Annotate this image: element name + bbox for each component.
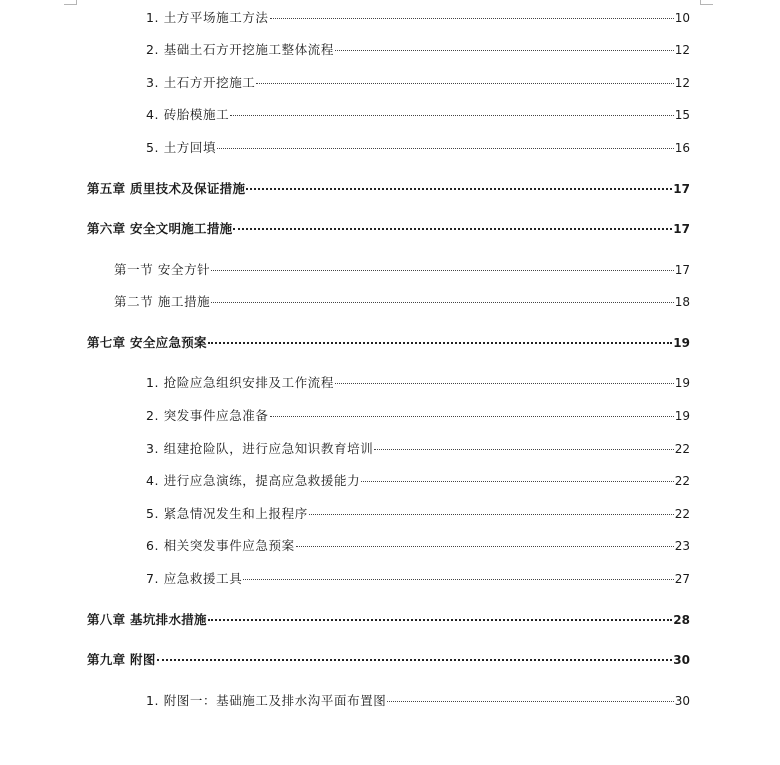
- toc-dot-leader: [217, 148, 674, 149]
- toc-dot-leader: [361, 481, 674, 482]
- toc-entry-page: 23: [674, 539, 690, 553]
- toc-entry-page: 22: [674, 507, 690, 521]
- toc-dot-leader: [233, 228, 672, 230]
- toc-dot-leader: [243, 579, 673, 580]
- toc-dot-leader: [335, 383, 674, 384]
- toc-dot-leader: [309, 514, 674, 515]
- toc-entry[interactable]: [146, 374, 690, 392]
- toc-dot-leader: [296, 546, 674, 547]
- toc-entry-page: 19: [673, 336, 690, 350]
- page-corner-mark-right: [700, 0, 713, 5]
- toc-entry-title: 第二节 施工措施: [114, 294, 211, 309]
- page-corner-mark-left: [64, 0, 77, 5]
- toc-dot-leader: [208, 619, 672, 621]
- toc-chapter-entry[interactable]: [87, 180, 690, 198]
- toc-dot-leader: [246, 188, 672, 190]
- toc-entry[interactable]: [146, 505, 690, 523]
- toc-entry[interactable]: [146, 570, 690, 588]
- toc-entry-page: 22: [674, 474, 690, 488]
- toc-entry[interactable]: [146, 440, 690, 458]
- toc-entry-title: 第八章 基坑排水措施: [87, 612, 207, 627]
- toc-entry-title: 3. 土石方开挖施工: [146, 75, 256, 90]
- toc-entry[interactable]: [146, 407, 690, 425]
- toc-chapter-entry[interactable]: [87, 220, 690, 238]
- toc-entry-page: 28: [673, 613, 690, 627]
- toc-entry[interactable]: [146, 472, 690, 490]
- toc-entry-page: 17: [673, 182, 690, 196]
- toc-entry[interactable]: [146, 537, 690, 555]
- toc-dot-leader: [230, 115, 674, 116]
- toc-entry-title: 1. 抢险应急组织安排及工作流程: [146, 375, 335, 390]
- toc-entry-title: 6. 相关突发事件应急预案: [146, 538, 295, 553]
- toc-entry[interactable]: [146, 692, 690, 710]
- toc-entry-title: 7. 应急救援工具: [146, 571, 243, 586]
- toc-dot-leader: [270, 18, 674, 19]
- toc-entry-title: 2. 突发事件应急准备: [146, 408, 269, 423]
- toc-dot-leader: [335, 50, 674, 51]
- toc-entry-page: 19: [674, 376, 690, 390]
- toc-entry[interactable]: [146, 9, 690, 27]
- toc-dot-leader: [211, 270, 673, 271]
- toc-entry-page: 16: [674, 141, 690, 155]
- toc-dot-leader: [256, 83, 673, 84]
- toc-entry[interactable]: [146, 139, 690, 157]
- toc-entry-title: 第九章 附图: [87, 652, 156, 667]
- toc-entry-page: 30: [674, 694, 690, 708]
- toc-dot-leader: [208, 342, 672, 344]
- toc-chapter-entry[interactable]: [87, 334, 690, 352]
- toc-section-entry[interactable]: [114, 293, 690, 311]
- toc-dot-leader: [211, 302, 673, 303]
- toc-entry-title: 2. 基础土石方开挖施工整体流程: [146, 42, 335, 57]
- toc-entry[interactable]: [146, 41, 690, 59]
- toc-entry-page: 15: [674, 108, 690, 122]
- toc-entry-page: 17: [673, 222, 690, 236]
- toc-dot-leader: [387, 701, 673, 702]
- toc-entry-page: 22: [674, 442, 690, 456]
- toc-entry-title: 5. 紧急情况发生和上报程序: [146, 506, 308, 521]
- toc-entry-title: 第一节 安全方针: [114, 262, 211, 277]
- toc-entry-title: 1. 土方平场施工方法: [146, 10, 269, 25]
- toc-entry[interactable]: [146, 74, 690, 92]
- toc-entry-title: 1. 附图一：基础施工及排水沟平面布置图: [146, 693, 387, 708]
- toc-dot-leader: [157, 659, 673, 661]
- toc-entry-page: 18: [674, 295, 690, 309]
- toc-entry-title: 5. 土方回填: [146, 140, 217, 155]
- toc-entry-title: 4. 砖胎模施工: [146, 107, 230, 122]
- toc-entry-page: 12: [674, 43, 690, 57]
- toc-entry-page: 30: [673, 653, 690, 667]
- toc-entry-page: 10: [674, 11, 690, 25]
- toc-dot-leader: [270, 416, 674, 417]
- toc-entry[interactable]: [146, 106, 690, 124]
- toc-entry-title: 第七章 安全应急预案: [87, 335, 207, 350]
- toc-entry-title: 第六章 安全文明施工措施: [87, 221, 233, 236]
- toc-chapter-entry[interactable]: [87, 611, 690, 629]
- toc-entry-title: 第五章 质里技术及保证措施: [87, 181, 246, 196]
- toc-entry-page: 17: [674, 263, 690, 277]
- toc-entry-title: 4. 进行应急演练，提高应急救援能力: [146, 473, 361, 488]
- toc-entry-page: 19: [674, 409, 690, 423]
- toc-entry-page: 27: [674, 572, 690, 586]
- toc-chapter-entry[interactable]: [87, 651, 690, 669]
- toc-entry-title: 3. 组建抢险队，进行应急知识教育培训: [146, 441, 374, 456]
- toc-entry-page: 12: [674, 76, 690, 90]
- toc-section-entry[interactable]: [114, 261, 690, 279]
- toc-dot-leader: [374, 449, 673, 450]
